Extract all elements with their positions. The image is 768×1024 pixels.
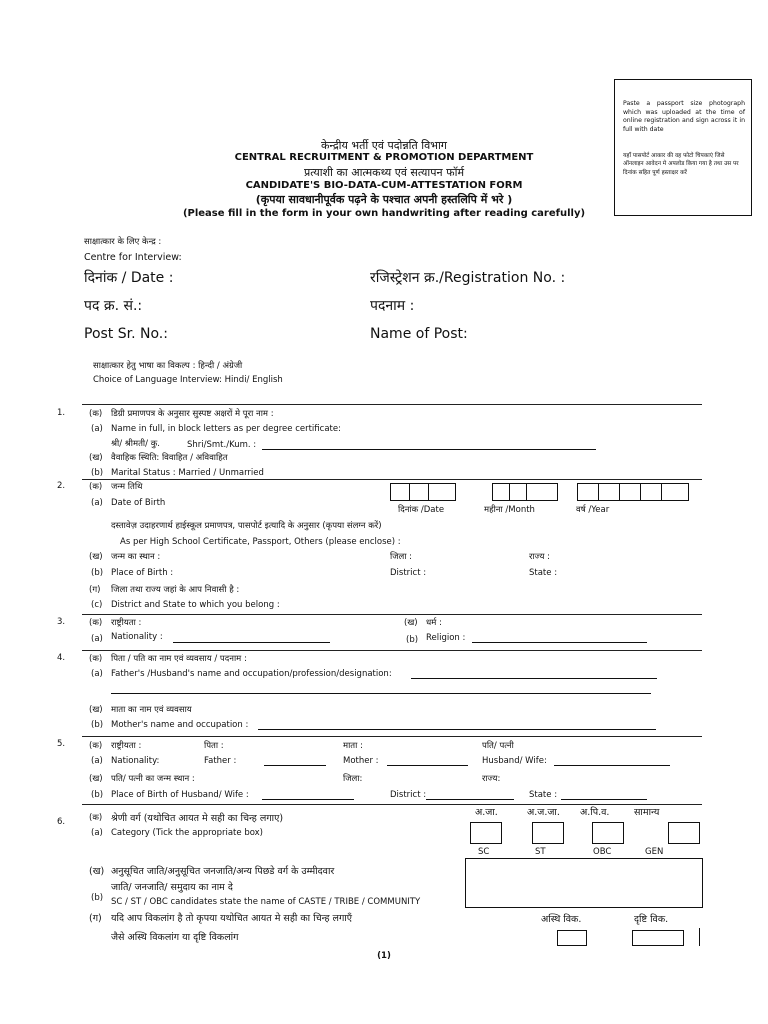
s6-kha-marker: (ख) — [89, 866, 105, 877]
section-3-number: 3. — [57, 617, 66, 627]
birthplace-label-english: Place of Birth : — [111, 568, 174, 578]
dob-day-box-3[interactable] — [428, 483, 456, 501]
category-st-hindi: अ.ज.जा. — [527, 807, 560, 818]
dob-month-label: महीना /Month — [484, 505, 535, 515]
category-sc-english: SC — [478, 847, 490, 857]
s5-father-hindi: पिता : — [204, 741, 224, 751]
disability-label-hindi-2: जैसे अस्थि विकलांग या दृष्टि विकलांग — [111, 932, 239, 943]
dob-day-box-2[interactable] — [409, 483, 429, 501]
marital-status-english: Marital Status : Married / Unmarried — [111, 468, 264, 478]
spouse-state-line[interactable] — [561, 790, 647, 800]
dob-year-box-3[interactable] — [619, 483, 641, 501]
s6-ka-marker: (क) — [89, 813, 103, 823]
birth-state-label-english: State : — [529, 568, 558, 578]
birth-state-label-hindi: राज्य : — [529, 552, 551, 562]
dob-year-box-5[interactable] — [661, 483, 689, 501]
section-6-number: 6. — [57, 817, 66, 827]
s5-kha-marker: (ख) — [89, 774, 103, 784]
s5-mother-line[interactable] — [387, 756, 468, 766]
disability-ortho-checkbox[interactable] — [557, 930, 587, 946]
photo-note-hi: यहाँ पासपोर्ट आकार की वह फोटो चिपकाएं जिसे ऑनलाइन आवेदन मे अपलोड किया गया है तथा उस पर दिनांक सहित पूर्ण हस्ताक्षर करें — [623, 153, 739, 176]
s6-ga-marker: (ग) — [89, 913, 102, 924]
category-label-english: Category (Tick the appropriate box) — [111, 828, 263, 838]
spouse-state-hindi: राज्य: — [482, 774, 501, 784]
dob-year-box-1[interactable] — [577, 483, 599, 501]
disability-visual-checkbox[interactable] — [632, 930, 684, 946]
domicile-label-hindi: जिला तथा राज्य जहां के आप निवासी है : — [111, 585, 240, 595]
post-name-label-hindi: पदनाम : — [370, 298, 415, 314]
s4-a-marker: (a) — [91, 669, 103, 679]
category-obc-english: OBC — [593, 847, 612, 857]
s2-b-marker: (b) — [91, 568, 104, 578]
s5-spouse-english: Husband/ Wife: — [482, 756, 547, 766]
father-label-english: Father's /Husband's name and occupation/profession/designation: — [111, 669, 392, 679]
s4-ka-marker: (क) — [89, 654, 103, 664]
margin-mark — [699, 928, 700, 946]
section-5-divider — [82, 736, 702, 737]
section-5-number: 5. — [57, 739, 66, 749]
category-gen-hindi: सामान्य — [634, 807, 660, 818]
dob-month-box-1[interactable] — [492, 483, 510, 501]
category-gen-checkbox[interactable] — [668, 822, 700, 844]
nationality-line[interactable] — [173, 633, 330, 643]
language-choice-english: Choice of Language Interview: Hindi/ English — [93, 375, 283, 385]
domicile-label-english: District and State to which you belong : — [111, 600, 280, 610]
disability-visual-label: दृष्टि विक. — [634, 914, 669, 925]
s5-ka-marker: (क) — [89, 741, 103, 751]
religion-label-english: Religion : — [426, 633, 466, 643]
birthplace-label-hindi: जन्म का स्थान : — [111, 552, 161, 562]
s5-b-marker: (b) — [91, 790, 104, 800]
s5-spouse-line[interactable] — [554, 756, 670, 766]
spouse-district-hindi: जिला: — [343, 774, 363, 784]
dob-year-label: वर्ष /Year — [576, 505, 610, 515]
birth-district-label-english: District : — [390, 568, 427, 578]
dob-month-box-2[interactable] — [509, 483, 527, 501]
s2-a-marker: (a) — [91, 498, 103, 508]
form-title-hindi: प्रत्याशी का आत्मकथ्य एवं सत्यापन फॉर्म — [303, 166, 465, 179]
spouse-district-english: District : — [390, 790, 427, 800]
s4-b-marker: (b) — [91, 720, 104, 730]
spouse-district-line[interactable] — [426, 790, 514, 800]
full-name-line[interactable] — [262, 440, 596, 450]
s3-kha-marker: (ख) — [404, 618, 418, 628]
disability-ortho-label: अस्थि विक. — [541, 914, 582, 925]
dob-document-english: As per High School Certificate, Passport, Others (please enclose) : — [120, 537, 401, 547]
s3-ka-marker: (क) — [89, 618, 103, 628]
title-label-hindi: श्री/ श्रीमती/ कु. — [111, 439, 160, 449]
category-obc-hindi: अ.पि.व. — [580, 807, 610, 818]
instruction-english: (Please fill in the form in your own handwriting after reading carefully) — [182, 208, 586, 219]
spouse-birthplace-english: Place of Birth of Husband/ Wife : — [111, 790, 249, 800]
centre-label-english: Centre for Interview: — [84, 252, 182, 263]
s5-father-line[interactable] — [264, 756, 326, 766]
form-title-english: CANDIDATE'S BIO-DATA-CUM-ATTESTATION FORM — [245, 180, 523, 191]
page-number: (1) — [377, 951, 391, 961]
s5-nationality-hindi: राष्ट्रीयता : — [111, 741, 142, 751]
marital-status-hindi: वैवाहिक स्थिति: विवाहित / अविवाहित — [111, 453, 228, 463]
full-name-label-english: Name in full, in block letters as per degree certificate: — [111, 424, 341, 434]
s6-a-marker: (a) — [91, 828, 103, 838]
category-st-checkbox[interactable] — [532, 822, 564, 844]
birth-district-label-hindi: जिला : — [390, 552, 413, 562]
section-1-divider — [82, 404, 702, 405]
nationality-label-english: Nationality : — [111, 632, 163, 642]
dob-year-box-2[interactable] — [598, 483, 620, 501]
mother-label-english: Mother's name and occupation : — [111, 720, 249, 730]
section-2-number: 2. — [57, 481, 66, 491]
dob-day-box-1[interactable] — [390, 483, 410, 501]
s5-nationality-english: Nationality: — [111, 756, 160, 766]
section-1-number: 1. — [57, 408, 66, 418]
centre-label-hindi: साक्षात्कार के लिए केन्द्र : — [84, 237, 162, 247]
full-name-label-hindi: डिग्री प्रमाणपत्र के अनुसार सुस्पष्ट अक्षरों मे पूरा नाम : — [111, 409, 274, 419]
father-line-2[interactable] — [111, 684, 651, 694]
caste-label-hindi-1: अनुसूचित जाति/अनुसूचित जनजाति/अन्य पिछडे वर्ग के उम्मीदवार — [111, 866, 335, 877]
registration-label: रजिस्ट्रेशन क्र./Registration No. : — [370, 270, 566, 286]
father-line-1[interactable] — [411, 669, 657, 679]
section-3-divider — [82, 614, 702, 615]
section-4-divider — [82, 650, 702, 651]
post-name-label-english: Name of Post: — [370, 326, 468, 342]
instruction-hindi: (कृपया सावधानीपूर्वक पढ़ने के पश्चात अपनी हस्तलिपि में भरे ) — [255, 193, 513, 206]
mother-line[interactable] — [258, 720, 656, 730]
s1-kha-marker: (ख) — [89, 453, 103, 463]
category-st-english: ST — [535, 847, 546, 857]
section-2-divider — [82, 479, 702, 480]
photo-note-en: Paste a passport size photograph which was uploaded at the time of online registration and sign across it in full with date — [623, 100, 745, 133]
post-number-label-english: Post Sr. No.: — [84, 326, 168, 342]
s2-ga-marker: (ग) — [89, 585, 101, 595]
dept-english: CENTRAL RECRUITMENT & PROMOTION DEPARTMENT — [234, 152, 534, 163]
date-label: दिनांक / Date : — [84, 270, 174, 286]
father-label-hindi: पिता / पति का नाम एवं व्यवसाय / पदनाम : — [111, 654, 247, 664]
caste-label-english: SC / ST / OBC candidates state the name of CASTE / TRIBE / COMMUNITY — [111, 897, 421, 907]
s3-b-marker: (b) — [406, 635, 419, 645]
section-4-number: 4. — [57, 653, 66, 663]
s1-ka-marker: (क) — [89, 409, 103, 419]
category-sc-checkbox[interactable] — [470, 822, 502, 844]
dob-year-box-4[interactable] — [640, 483, 662, 501]
s5-a-marker: (a) — [91, 756, 103, 766]
dob-label-english: Date of Birth — [111, 498, 166, 508]
category-label-hindi: श्रेणी वर्ग (यथोचित आयत मे सही का चिन्ह लगाए) — [111, 813, 284, 824]
category-obc-checkbox[interactable] — [592, 822, 624, 844]
dob-month-box-3[interactable] — [526, 483, 558, 501]
s2-ka-marker: (क) — [89, 482, 103, 492]
spouse-state-english: State : — [529, 790, 558, 800]
s1-a-marker: (a) — [91, 424, 103, 434]
disability-label-hindi-1: यदि आप विकलांग है तो कृपया यथोचित आयत मे सही का चिन्ह लगाएँ — [111, 913, 353, 924]
s5-spouse-hindi: पति/ पत्नी — [482, 741, 514, 751]
s2-c-marker: (c) — [91, 600, 103, 610]
s6-b-marker: (b) — [91, 893, 104, 903]
language-choice-hindi: साक्षात्कार हेतु भाषा का विकल्प : हिन्दी / अंग्रेजी — [93, 361, 243, 371]
s5-mother-hindi: माता : — [343, 741, 363, 751]
s5-father-english: Father : — [204, 756, 237, 766]
spouse-birthplace-line[interactable] — [262, 790, 354, 800]
dob-label-hindi: जन्म तिथि — [111, 482, 143, 492]
caste-name-box[interactable] — [465, 858, 703, 908]
category-sc-hindi: अ.जा. — [475, 807, 498, 818]
s3-a-marker: (a) — [91, 634, 103, 644]
dob-day-label: दिनांक /Date — [398, 505, 445, 515]
s1-b-marker: (b) — [91, 468, 104, 478]
spouse-birthplace-hindi: पति/ पत्नी का जन्म स्थान : — [111, 774, 195, 784]
nationality-label-hindi: राष्ट्रीयता : — [111, 618, 142, 628]
caste-label-hindi-2: जाति/ जनजाति/ समुदाय का नाम दे — [111, 882, 233, 893]
post-number-label-hindi: पद क्र. सं.: — [84, 298, 143, 314]
category-gen-english: GEN — [645, 847, 664, 857]
dob-document-hindi: दस्तावेज़ उदाहरणार्थ हाईस्कूल प्रमाणपत्र, पासपोर्ट इत्यादि के अनुसार (कृपया संलग्न करें) — [111, 521, 382, 531]
s5-mother-english: Mother : — [343, 756, 379, 766]
s4-kha-marker: (ख) — [89, 705, 103, 715]
religion-line[interactable] — [472, 633, 647, 643]
mother-label-hindi: माता का नाम एवं व्यवसाय — [111, 705, 192, 715]
s2-kha-marker: (ख) — [89, 552, 103, 562]
religion-label-hindi: धर्म : — [426, 618, 442, 628]
title-label-english: Shri/Smt./Kum. : — [187, 440, 257, 450]
dept-hindi: केन्द्रीय भर्ती एवं पदोन्नति विभाग — [320, 139, 448, 152]
